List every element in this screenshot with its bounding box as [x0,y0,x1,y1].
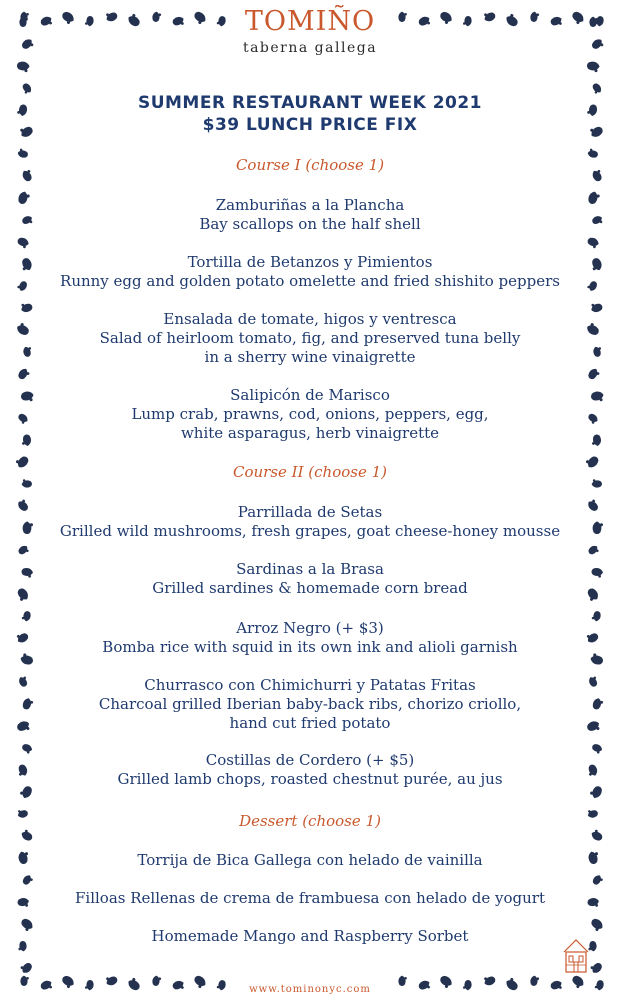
menu-item [34,619,586,657]
item-description: hand cut fried potato [229,714,391,732]
course-1-title: Course I (choose 1) [235,156,385,174]
item-name: Torrija de Bica Gallega con helado de vainilla [137,851,483,869]
headline-line-2: $39 LUNCH PRICE FIX [202,115,418,135]
website-link[interactable]: www.tominonyc.com [249,984,371,995]
brand-name: TOMIÑO [244,6,376,37]
menu-item [34,751,586,789]
item-description: Bay scallops on the half shell [199,215,421,233]
house-icon [562,934,590,974]
item-name: Filloas Rellenas de crema de frambuesa con helado de yogurt [74,889,546,907]
brand-header [0,6,620,56]
item-description: Grilled lamb chops, roasted chestnut purée, au jus [117,770,503,788]
dessert-title: Dessert (choose 1) [239,812,381,830]
item-description: Charcoal grilled Iberian baby-back ribs, chorizo criollo, [98,695,522,713]
leaf-border-icon [586,14,604,986]
brand-subtitle: taberna gallega [242,40,378,56]
item-description: Grilled sardines & homemade corn bread [152,579,468,597]
item-name: Arroz Negro (+ $3) [236,619,384,637]
item-name: Salipicón de Marisco [230,386,390,404]
item-description: white asparagus, herb vinaigrette [180,424,440,442]
item-description: Bomba rice with squid in its own ink and alioli garnish [102,638,518,656]
item-description: Grilled wild mushrooms, fresh grapes, goat cheese-honey mousse [59,522,561,540]
item-description: Lump crab, prawns, cod, onions, peppers, egg, [131,405,489,423]
menu-item [34,310,586,367]
leaf-border-icon [16,14,34,986]
item-name: Parrillada de Setas [237,503,383,521]
item-name: Ensalada de tomate, higos y ventresca [163,310,457,328]
item-name: Churrasco con Chimichurri y Patatas Fritas [144,676,476,694]
menu-item [34,503,586,541]
dessert-item [34,927,586,946]
menu-item [34,676,586,733]
item-name: Tortilla de Betanzos y Pimientos [187,253,433,271]
menu-item [34,196,586,234]
menu-headline [0,92,620,136]
item-name: Zamburiñas a la Plancha [215,196,405,214]
item-name: Homemade Mango and Raspberry Sorbet [151,927,469,945]
item-description: Salad of heirloom tomato, fig, and preserved tuna belly [99,329,521,347]
dessert-item [34,851,586,870]
item-name: Costillas de Cordero (+ $5) [205,751,415,769]
course-2-title: Course II (choose 1) [232,463,387,481]
headline-line-1: SUMMER RESTAURANT WEEK 2021 [137,93,483,113]
item-name: Sardinas a la Brasa [236,560,384,578]
menu-item [34,560,586,598]
menu-item [34,253,586,291]
menu-item [34,386,586,443]
item-description: Runny egg and golden potato omelette and fried shishito peppers [60,272,560,290]
item-description: in a sherry wine vinaigrette [204,348,416,366]
dessert-item [34,889,586,908]
